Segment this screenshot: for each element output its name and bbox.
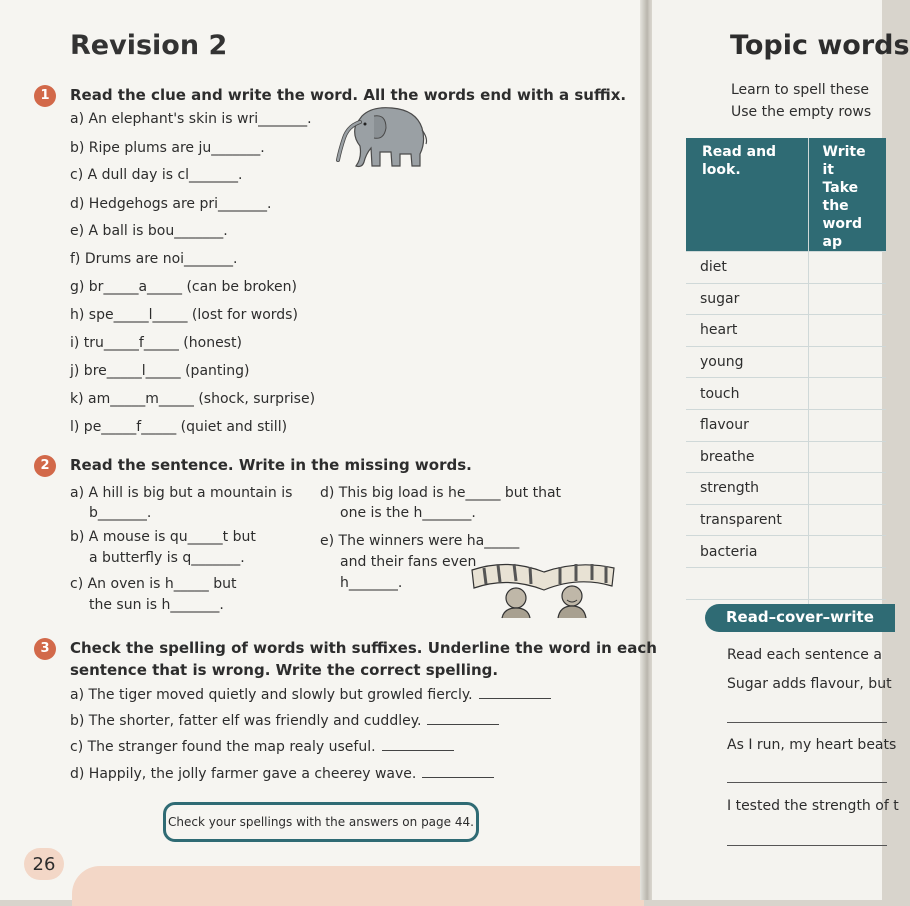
col1-header-line1: Read and	[702, 144, 777, 160]
question-1-text: Read the clue and write the word. All the words end with a suffix.	[70, 86, 627, 104]
answer-line[interactable]	[382, 750, 454, 751]
write-cell[interactable]	[808, 409, 886, 441]
right-intro-line1: Learn to spell these	[731, 82, 869, 98]
word-cell: young	[686, 346, 808, 378]
col-header-read-and-look	[686, 138, 808, 252]
q3-item-b	[70, 712, 499, 730]
q3-item-d-text: d) Happily, the jolly farmer gave a cheerey wave.	[70, 766, 417, 782]
elephant-illustration	[334, 104, 430, 170]
q2-item-b-line1: b) A mouse is qu_____t but	[70, 529, 256, 545]
write-cell[interactable]	[808, 504, 886, 536]
answer-line[interactable]	[422, 777, 494, 778]
q2-item-b-line2: a butterfly is q_______.	[89, 550, 245, 566]
write-cell[interactable]	[808, 473, 886, 505]
write-cell[interactable]	[808, 315, 886, 347]
read-cover-write-banner: Read–cover–write	[705, 604, 895, 632]
write-cell[interactable]	[808, 567, 886, 599]
q1-item-i: i) tru_____f_____ (honest)	[70, 335, 242, 351]
q2-item-e-line2: and their fans even	[340, 554, 477, 570]
word-cell: transparent	[686, 504, 808, 536]
write-cell[interactable]	[808, 252, 886, 284]
write-cell[interactable]	[808, 283, 886, 315]
word-cell: diet	[686, 252, 808, 284]
question-number-3: 3	[34, 638, 56, 660]
q2-item-a-line2: b_______.	[89, 505, 152, 521]
q3-item-c	[70, 738, 454, 756]
answer-line[interactable]	[727, 722, 887, 723]
question-3-text-line1: Check the spelling of words with suffixes. Underline the word in each	[70, 639, 657, 657]
col2-header-line2: Take the	[822, 180, 859, 214]
q1-item-k: k) am_____m_____ (shock, surprise)	[70, 391, 316, 407]
word-cell: touch	[686, 378, 808, 410]
word-cell: bacteria	[686, 536, 808, 568]
right-intro-line2: Use the empty rows	[731, 104, 872, 120]
rcw-sentence-1: Sugar adds flavour, but	[727, 676, 892, 692]
check-answers-note: Check your spellings with the answers on page 44.	[163, 802, 479, 842]
write-cell[interactable]	[808, 441, 886, 473]
empty-word-cell[interactable]	[686, 567, 808, 599]
col2-header-line1: Write it	[822, 144, 866, 178]
word-cell: breathe	[686, 441, 808, 473]
q2-item-a-line1: a) A hill is big but a mountain is	[70, 485, 293, 501]
rcw-sentence-2: As I run, my heart beats	[727, 737, 897, 753]
q2-item-d-line2: one is the h_______.	[340, 505, 476, 521]
question-2-text: Read the sentence. Write in the missing words.	[70, 456, 472, 474]
q1-item-l: l) pe_____f_____ (quiet and still)	[70, 419, 288, 435]
q1-item-c: c) A dull day is cl_______.	[70, 167, 243, 183]
right-page-title: Topic words	[730, 30, 910, 61]
bottom-band	[72, 866, 644, 906]
q1-item-g: g) br_____a_____ (can be broken)	[70, 279, 297, 295]
word-cell: flavour	[686, 409, 808, 441]
q2-item-d-line1: d) This big load is he_____ but that	[320, 485, 562, 501]
topic-words-table	[686, 138, 886, 631]
question-2-heading	[34, 455, 472, 477]
q1-item-h: h) spe_____l_____ (lost for words)	[70, 307, 298, 323]
question-3-heading	[34, 638, 657, 680]
answer-line[interactable]	[427, 724, 499, 725]
q3-item-d	[70, 765, 494, 783]
q3-item-c-text: c) The stranger found the map realy useful.	[70, 739, 376, 755]
rcw-sentence-3: I tested the strength of t	[727, 798, 899, 814]
q3-item-a	[70, 686, 551, 704]
q1-item-f: f) Drums are noi_______.	[70, 251, 238, 267]
write-cell[interactable]	[808, 536, 886, 568]
q1-item-e: e) A ball is bou_______.	[70, 223, 228, 239]
page-title: Revision 2	[70, 30, 228, 61]
question-3-text-line2: sentence that is wrong. Write the correct spelling.	[70, 661, 499, 679]
question-number-1: 1	[34, 85, 56, 107]
page-number: 26	[24, 848, 64, 880]
q2-item-c-line2: the sun is h_______.	[89, 597, 224, 613]
answer-line[interactable]	[727, 782, 887, 783]
question-number-2: 2	[34, 455, 56, 477]
question-1-heading	[34, 85, 626, 107]
q2-item-e-line3: h_______.	[340, 575, 403, 591]
word-cell: heart	[686, 315, 808, 347]
fans-illustration	[468, 556, 618, 618]
word-cell: strength	[686, 473, 808, 505]
q1-item-d: d) Hedgehogs are pri_______.	[70, 196, 272, 212]
q1-item-a: a) An elephant's skin is wri_______.	[70, 111, 312, 127]
rcw-instruction: Read each sentence a	[727, 647, 882, 663]
word-cell: sugar	[686, 283, 808, 315]
q3-item-a-text: a) The tiger moved quietly and slowly but growled fiercly.	[70, 687, 473, 703]
write-cell[interactable]	[808, 346, 886, 378]
answer-line[interactable]	[479, 698, 551, 699]
write-cell[interactable]	[808, 378, 886, 410]
col-header-write-it	[808, 138, 886, 252]
col1-header-line2: look.	[702, 162, 741, 178]
col2-header-line3: word ap	[822, 216, 862, 250]
q2-item-e-line1: e) The winners were ha_____	[320, 533, 520, 549]
q3-item-b-text: b) The shorter, fatter elf was friendly and cuddley.	[70, 713, 422, 729]
q1-item-j: j) bre_____l_____ (panting)	[70, 363, 250, 379]
q1-item-b: b) Ripe plums are ju_______.	[70, 140, 265, 156]
q2-item-c-line1: c) An oven is h_____ but	[70, 576, 237, 592]
answer-line[interactable]	[727, 845, 887, 846]
